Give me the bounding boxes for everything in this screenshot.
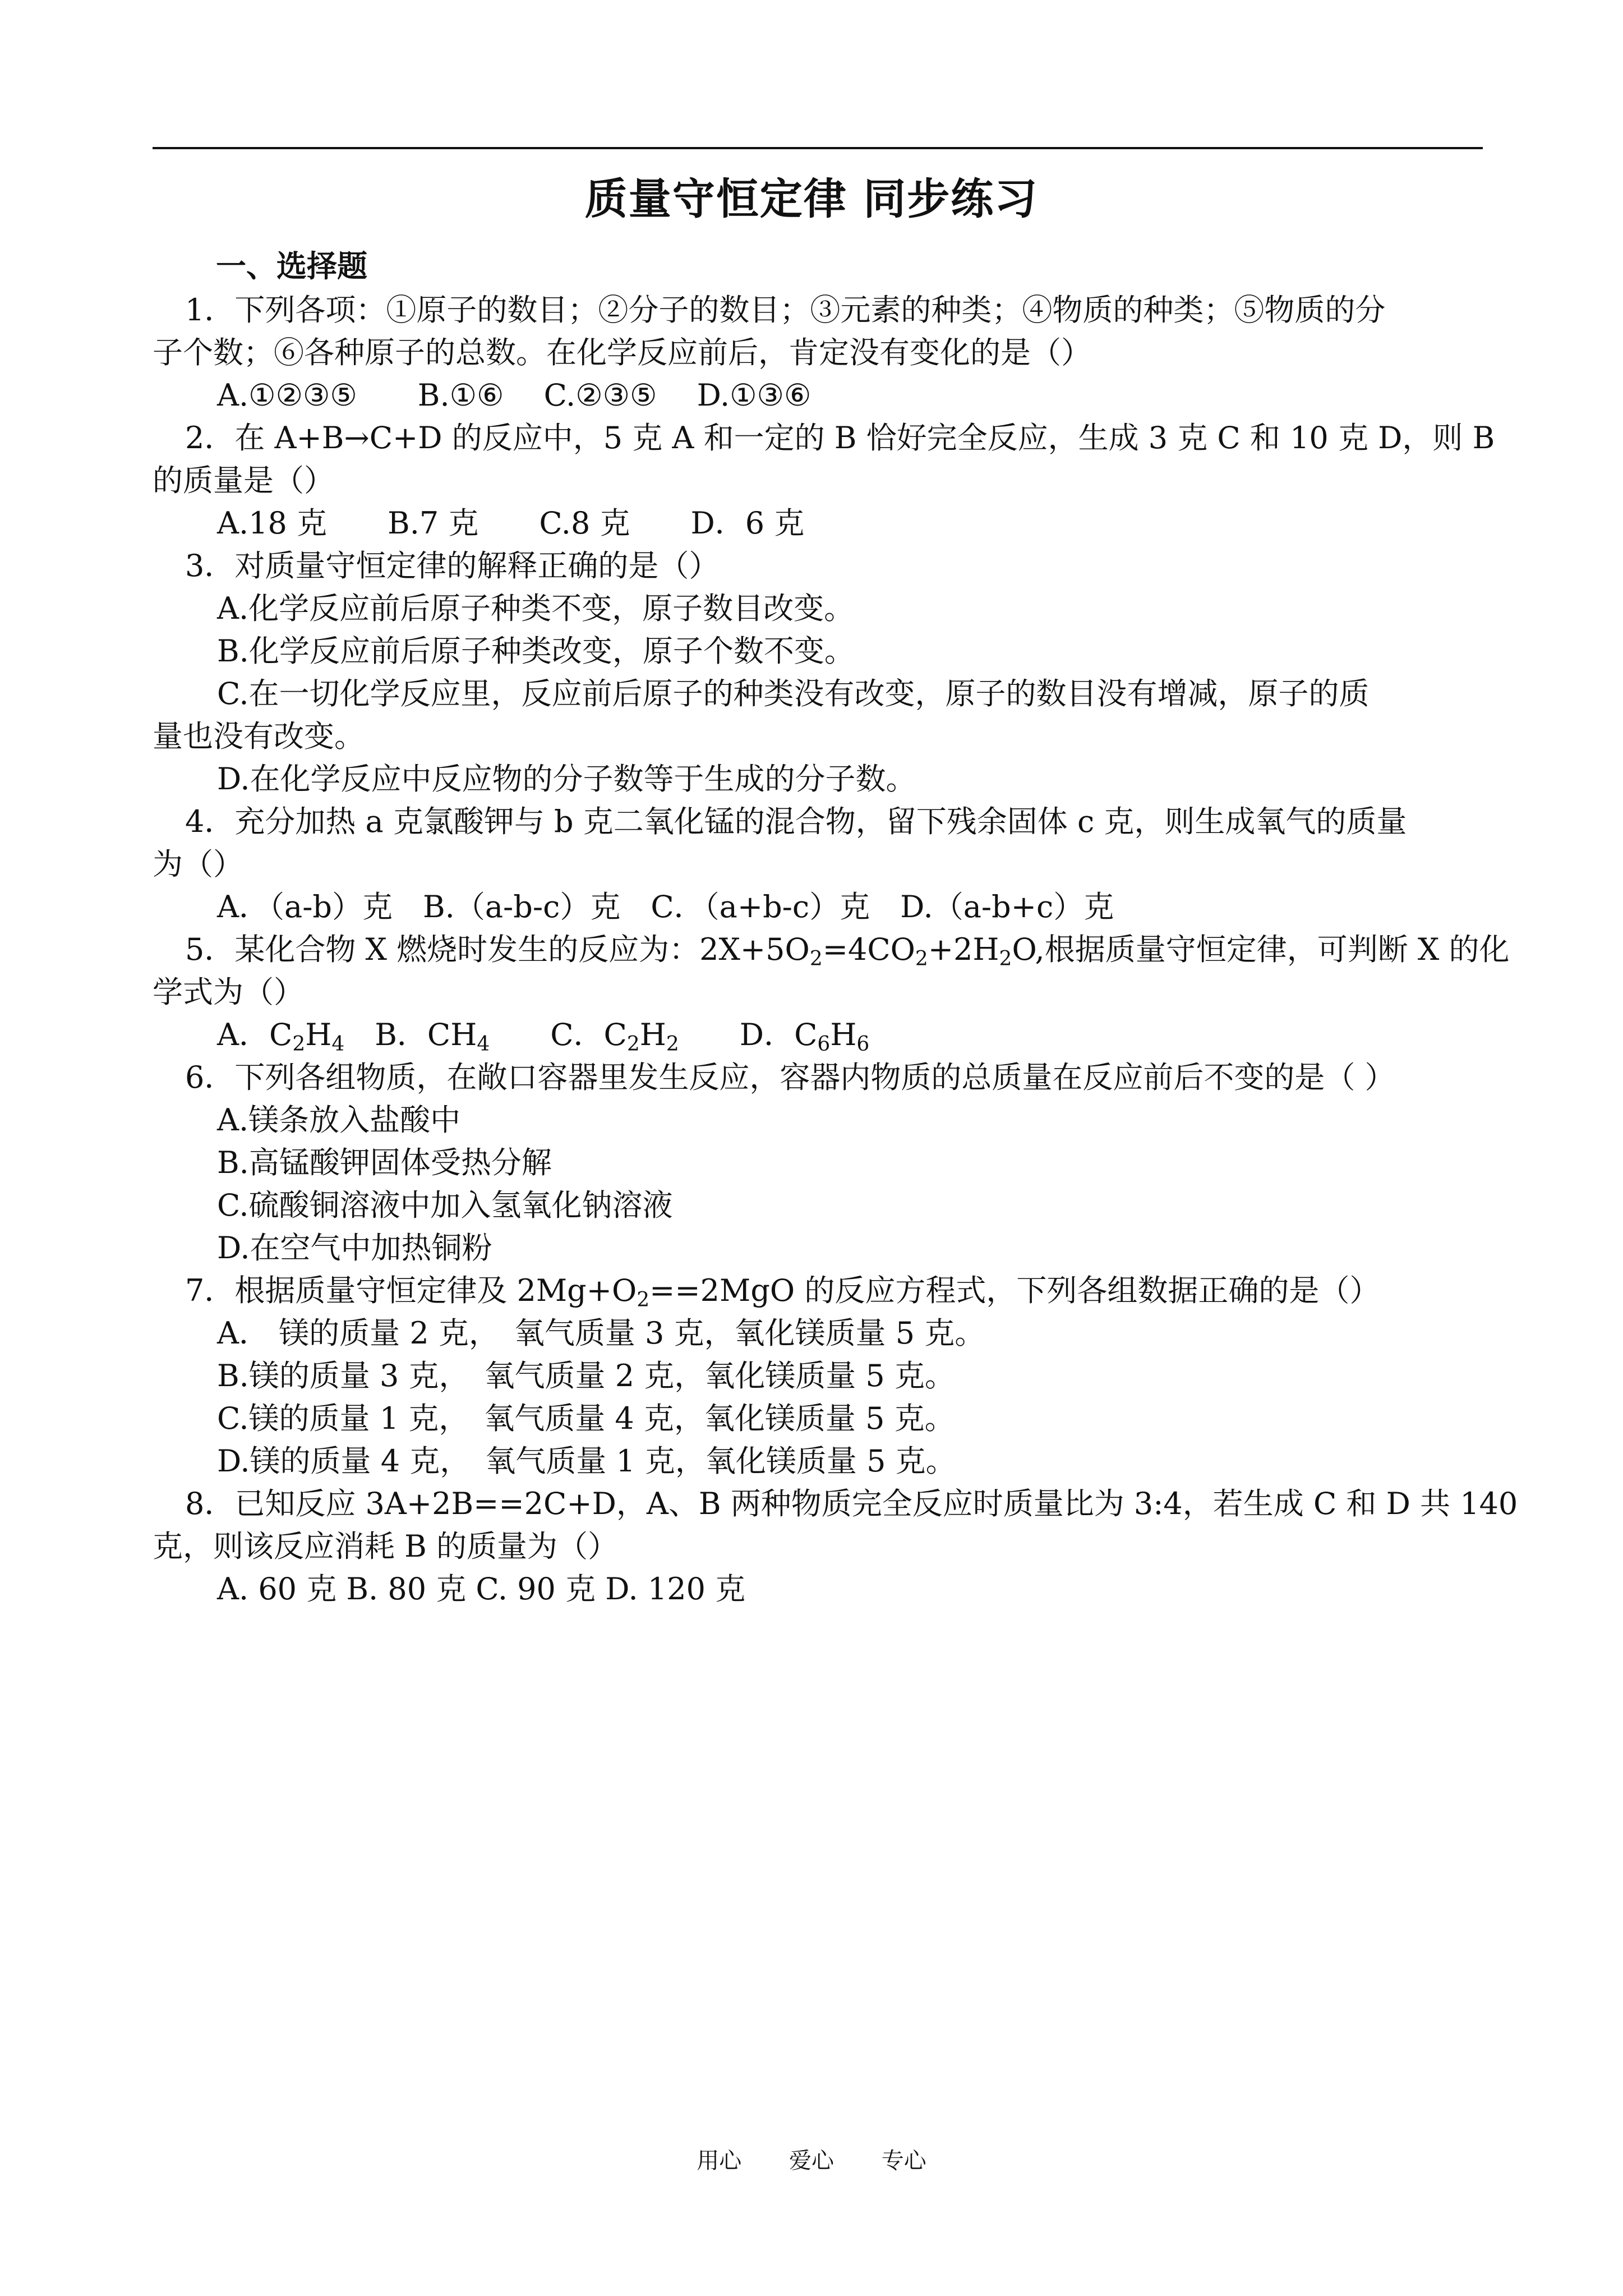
q2-line2: 的质量是（） bbox=[153, 463, 334, 498]
q5-opt-a: A．C bbox=[217, 1017, 293, 1052]
q1-line2: 子个数；⑥各种原子的总数。在化学反应前后，肯定没有变化的是（） bbox=[153, 335, 1091, 370]
q2-line1: 2．在 A+B→C+D 的反应中，5 克 A 和一定的 B 恰好完全反应，生成 3 克 C 和 10 克 D，则 B bbox=[185, 420, 1495, 455]
q5-text-b: =4CO bbox=[822, 932, 915, 967]
q1-line1: 1．下列各项：①原子的数目；②分子的数目；③元素的种类；④物质的种类；⑤物质的分 bbox=[185, 292, 1386, 328]
q3-line1: 3．对质量守恒定律的解释正确的是（） bbox=[185, 548, 720, 583]
q5-opt-a-h: H bbox=[305, 1017, 332, 1052]
q5-options bbox=[153, 1014, 1483, 1056]
q7-option-c: C.镁的质量 1 克， 氧气质量 4 克，氧化镁质量 5 克。 bbox=[217, 1401, 955, 1436]
q3-option-c: C.在一切化学反应里，反应前后原子的种类没有改变，原子的数目没有增减，原子的质 bbox=[217, 676, 1370, 711]
q3-option-d: D.在化学反应中反应物的分子数等于生成的分子数。 bbox=[217, 761, 916, 797]
q1-options: A.①②③⑤ B.①⑥ C.②③⑤ D.①③⑥ bbox=[217, 378, 811, 413]
q5-opt-d-h: H bbox=[830, 1017, 857, 1052]
q5-subscript: 2 bbox=[626, 1033, 640, 1056]
q5-text-a: 5．某化合物 X 燃烧时发生的反应为：2X+5O bbox=[185, 932, 810, 967]
footer-text-3: 专心 bbox=[881, 2148, 926, 2174]
q5-opt-c: C．C bbox=[490, 1017, 627, 1052]
q5-subscript: 2 bbox=[999, 947, 1012, 970]
q2-options: A.18 克 B.7 克 C.8 克 D．6 克 bbox=[217, 505, 805, 541]
page-footer bbox=[0, 2144, 1623, 2178]
q7-option-d: D.镁的质量 4 克， 氧气质量 1 克，氧化镁质量 5 克。 bbox=[217, 1443, 956, 1479]
q5-subscript: 2 bbox=[666, 1033, 679, 1056]
q5-subscript: 2 bbox=[915, 947, 928, 970]
q5-line2: 学式为（） bbox=[153, 974, 304, 1010]
q6-option-a: A.镁条放入盐酸中 bbox=[217, 1102, 461, 1138]
q3-option-c-cont: 量也没有改变。 bbox=[153, 719, 365, 754]
q4-options: A．（a-b）克 B.（a-b-c）克 C．（a+b-c）克 D.（a-b+c）克 bbox=[217, 889, 1114, 924]
question-list bbox=[153, 289, 1518, 1611]
q3-option-a: A.化学反应前后原子种类不变，原子数目改变。 bbox=[217, 591, 855, 626]
q8-options: A. 60 克 B. 80 克 C. 90 克 D. 120 克 bbox=[217, 1571, 746, 1607]
q5-subscript: 6 bbox=[856, 1033, 870, 1056]
q5-opt-c-h: H bbox=[639, 1017, 666, 1052]
q5-subscript: 2 bbox=[292, 1033, 306, 1056]
q4-line1: 4．充分加热 a 克氯酸钾与 b 克二氧化锰的混合物，留下残余固体 c 克，则生成氧气的质量 bbox=[185, 804, 1407, 839]
q5-subscript: 2 bbox=[809, 947, 823, 970]
q7-line1 bbox=[153, 1269, 1483, 1312]
q5-subscript: 4 bbox=[331, 1033, 345, 1056]
footer-text-2: 爱心 bbox=[789, 2148, 834, 2174]
q5-opt-b: B．CH bbox=[344, 1017, 477, 1052]
q4-line2: 为（） bbox=[153, 846, 243, 882]
q5-text-c: +2H bbox=[928, 932, 999, 967]
q5-subscript: 4 bbox=[477, 1033, 490, 1056]
q3-option-b: B.化学反应前后原子种类改变，原子个数不变。 bbox=[217, 633, 855, 669]
section-heading: 一、选择题 bbox=[216, 249, 367, 284]
q5-subscript: 6 bbox=[817, 1033, 831, 1056]
footer-text-1: 用心 bbox=[697, 2148, 742, 2174]
q7-text-a: 7．根据质量守恒定律及 2Mg+O bbox=[185, 1273, 637, 1308]
q7-text-b: ==2MgO 的反应方程式，下列各组数据正确的是（） bbox=[649, 1273, 1380, 1308]
q6-option-c: C.硫酸铜溶液中加入氢氧化钠溶液 bbox=[217, 1188, 673, 1223]
q7-option-a: A． 镁的质量 2 克， 氧气质量 3 克，氧化镁质量 5 克。 bbox=[217, 1315, 985, 1351]
q8-line2: 克，则该反应消耗 B 的质量为（） bbox=[153, 1529, 619, 1564]
q5-text-d: O,根据质量守恒定律，可判断 X 的化 bbox=[1012, 932, 1510, 967]
q7-subscript: 2 bbox=[637, 1289, 650, 1312]
q6-option-d: D.在空气中加热铜粉 bbox=[217, 1230, 492, 1266]
header-rule bbox=[153, 147, 1483, 149]
q6-line1: 6．下列各组物质，在敞口容器里发生反应，容器内物质的总质量在反应前后不变的是（ ） bbox=[185, 1060, 1395, 1095]
q7-option-b: B.镁的质量 3 克， 氧气质量 2 克，氧化镁质量 5 克。 bbox=[217, 1358, 955, 1393]
q5-opt-d: D．C bbox=[679, 1017, 818, 1052]
q8-line1: 8．已知反应 3A+2B==2C+D，A、B 两种物质完全反应时质量比为 3:4，若生成 C 和 D 共 140 bbox=[185, 1486, 1518, 1521]
q5-line1 bbox=[153, 928, 1510, 971]
q6-option-b: B.高锰酸钾固体受热分解 bbox=[217, 1145, 552, 1180]
page-title: 质量守恒定律 同步练习 bbox=[584, 174, 1039, 224]
